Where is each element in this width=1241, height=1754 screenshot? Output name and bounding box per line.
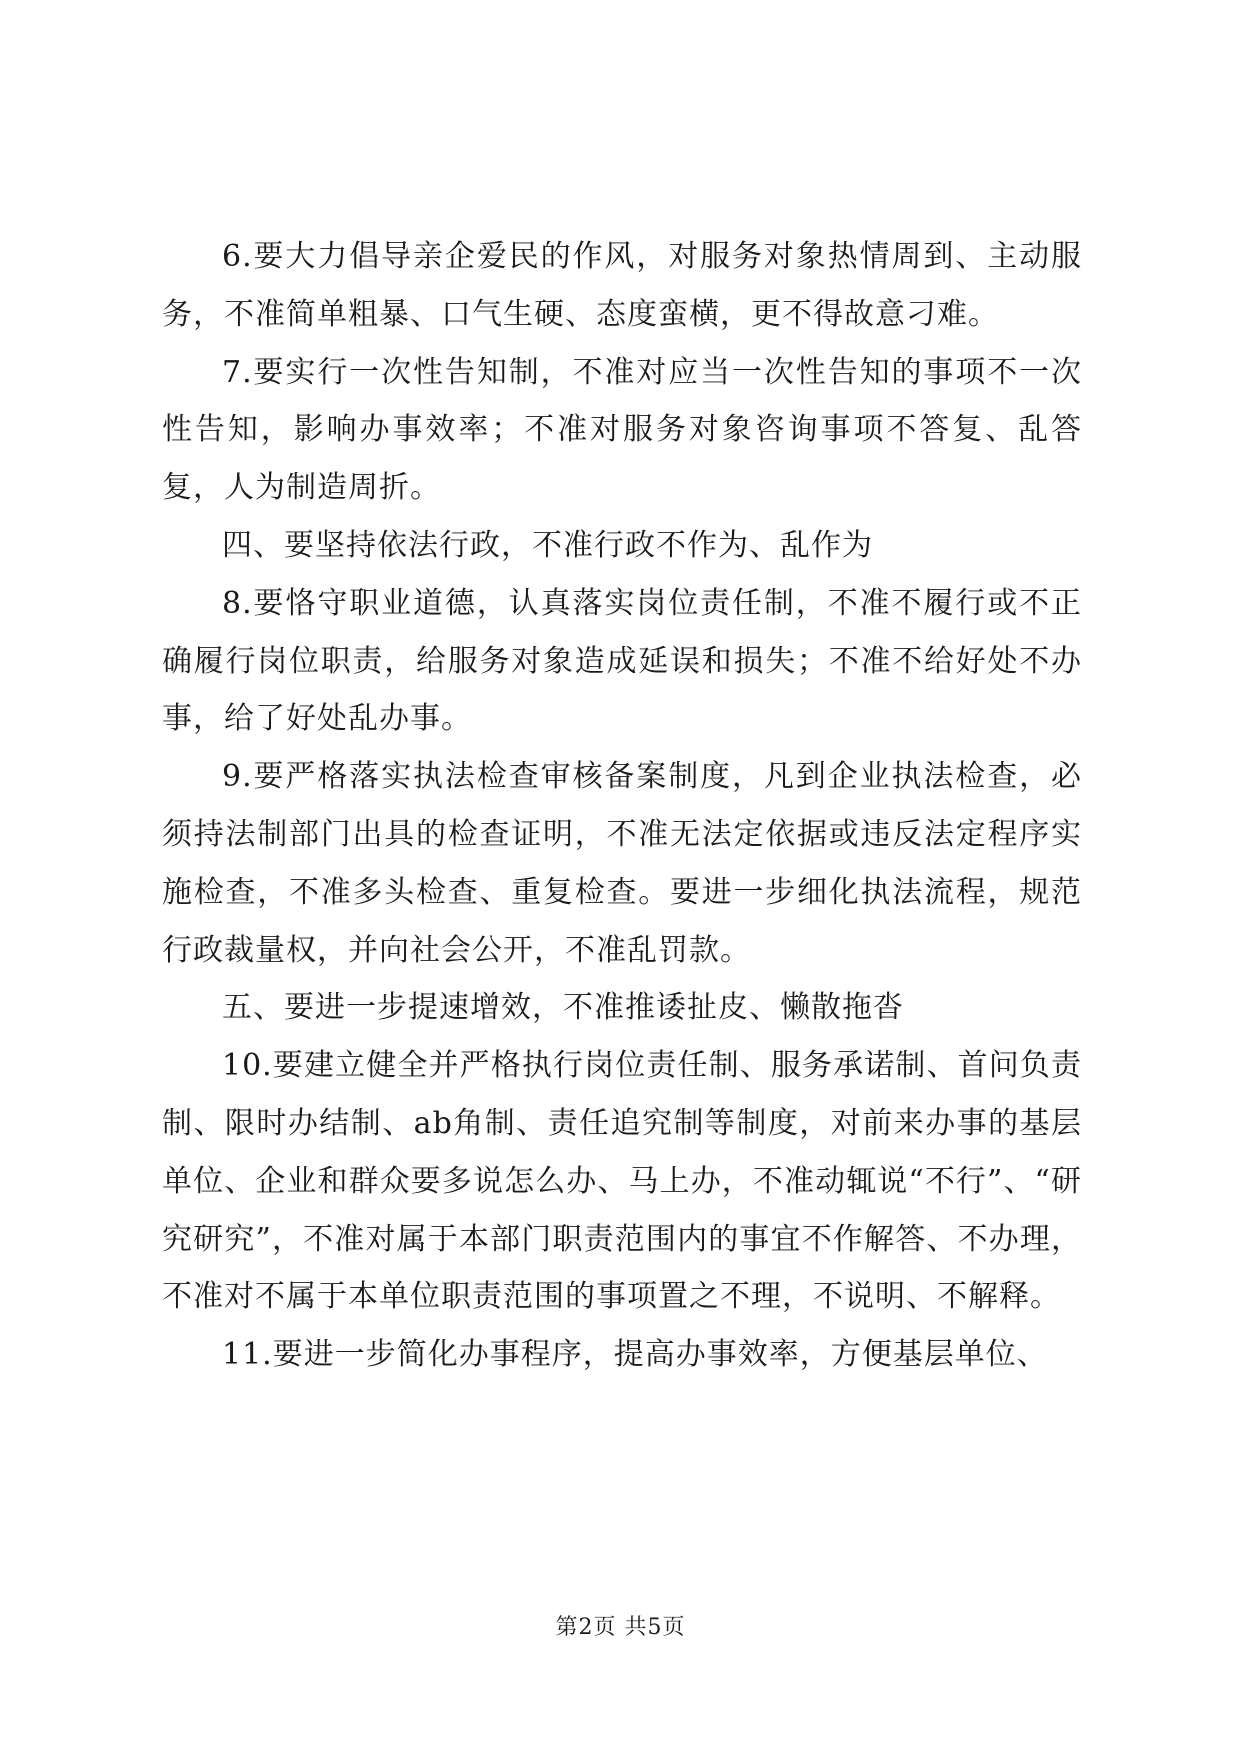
paragraph-8: 8.要恪守职业道德，认真落实岗位责任制，不准不履行或不正确履行岗位职责，给服务对象造成延误和损失；不准不给好处不办事，给了好处乱办事。 (162, 585, 1082, 737)
section-heading-4: 四、要坚持依法行政，不准行政不作为、乱作为 (222, 527, 873, 563)
paragraph-7: 7.要实行一次性告知制，不准对应当一次性告知的事项不一次性告知，影响办事效率；不准对服务对象咨询事项不答复、乱答复，人为制造周折。 (162, 354, 1082, 506)
page-footer: 第2页 共5页 (555, 1615, 686, 1640)
paragraph-11: 11.要进一步简化办事程序，提高办事效率，方便基层单位、 (222, 1337, 1048, 1373)
paragraph-6: 6.要大力倡导亲企爱民的作风，对服务对象热情周到、主动服务，不准简单粗暴、口气生硬、态度蛮横，更不得故意刁难。 (162, 239, 1082, 332)
paragraph-10: 10.要建立健全并严格执行岗位责任制、服务承诺制、首问负责制、限时办结制、ab角制、责任追究制等制度，对前来办事的基层单位、企业和群众要多说怎么办、马上办，不准动辄说“不行”、“研究研究”，不准对属于本部门职责范围内的事宜不作解答、不办理，不准对不属于本单位职责范围的事项置之不理，不说明、不解释。 (162, 1048, 1082, 1315)
paragraph-9: 9.要严格落实执法检查审核备案制度，凡到企业执法检查，必须持法制部门出具的检查证明，不准无法定依据或违反法定程序实施检查，不准多头检查、重复检查。要进一步细化执法流程，规范行政裁量权，并向社会公开，不准乱罚款。 (162, 759, 1082, 968)
section-heading-5: 五、要进一步提速增效，不准推诿扯皮、懒散拖沓 (222, 990, 904, 1026)
document-body (162, 228, 1082, 1384)
